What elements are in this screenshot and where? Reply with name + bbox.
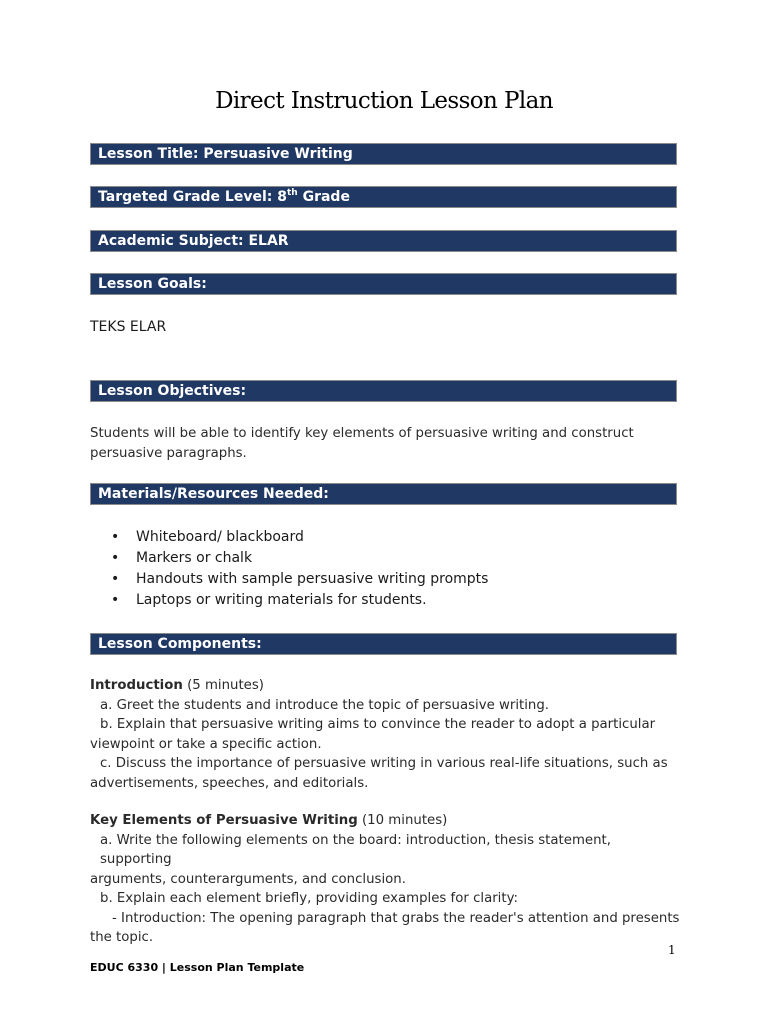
materials-list <box>90 527 488 611</box>
grade-level-prefix: Targeted Grade Level: 8 <box>98 189 287 205</box>
grade-level-suffix: Grade <box>297 189 350 205</box>
key-elements-heading-line <box>90 811 680 831</box>
key-elements-item-b: b. Explain each element briefly, providing examples for clarity: <box>100 891 518 906</box>
key-elements-item-a: a. Write the following elements on the board: introduction, thesis statement, supporting <box>100 832 611 867</box>
list-item: • Laptops or writing materials for students. <box>90 590 488 611</box>
bullet-icon: • <box>111 529 120 545</box>
objectives-text: Students will be able to identify key elements of persuasive writing and construct persuasive paragraphs. <box>90 426 634 461</box>
goals-text: TEKS ELAR <box>90 319 167 335</box>
grade-level-sup: th <box>286 188 298 198</box>
lesson-objectives-bar: Lesson Objectives: <box>90 380 677 402</box>
introduction-item-a: a. Greet the students and introduce the topic of persuasive writing. <box>100 697 550 713</box>
bullet-icon: • <box>111 550 120 566</box>
components-bar: Lesson Components: <box>90 633 677 655</box>
introduction-heading-line <box>90 676 680 696</box>
introduction-item-c: c. Discuss the importance of persuasive writing in various real-life situations, such as <box>100 756 668 771</box>
page-number: 1 <box>668 943 676 957</box>
key-elements-duration: (10 minutes) <box>357 813 448 828</box>
grade-level-bar <box>90 186 677 208</box>
key-elements-section <box>90 811 680 948</box>
key-elements-heading: Key Elements of Persuasive Writing <box>90 813 358 828</box>
bullet-icon: • <box>111 592 120 608</box>
academic-subject-bar: Academic Subject: ELAR <box>90 230 677 252</box>
key-elements-intro: - Introduction: The opening paragraph that grabs the reader's attention and presents <box>112 910 680 926</box>
introduction-item-b-cont: viewpoint or take a specific action. <box>90 736 322 752</box>
list-item: • Handouts with sample persuasive writing prompts <box>90 569 488 590</box>
introduction-heading: Introduction <box>90 678 183 693</box>
page-title: Direct Instruction Lesson Plan <box>215 88 553 114</box>
materials-bar: Materials/Resources Needed: <box>90 483 677 505</box>
key-elements-intro-cont: the topic. <box>90 930 154 945</box>
lesson-goals-bar: Lesson Goals: <box>90 273 677 295</box>
introduction-section <box>90 676 680 793</box>
footer: EDUC 6330 | Lesson Plan Template <box>90 961 305 974</box>
key-elements-item-a-cont: arguments, counterarguments, and conclusion. <box>90 871 406 887</box>
lesson-title-bar: Lesson Title: Persuasive Writing <box>90 143 677 165</box>
introduction-item-c-cont: advertisements, speeches, and editorials. <box>90 775 369 791</box>
introduction-item-b: b. Explain that persuasive writing aims to convince the reader to adopt a particular <box>100 717 656 732</box>
list-item: • Markers or chalk <box>90 548 488 569</box>
bullet-icon: • <box>111 571 120 587</box>
list-item: • Whiteboard/ blackboard <box>90 527 488 548</box>
introduction-duration: (5 minutes) <box>182 678 264 693</box>
